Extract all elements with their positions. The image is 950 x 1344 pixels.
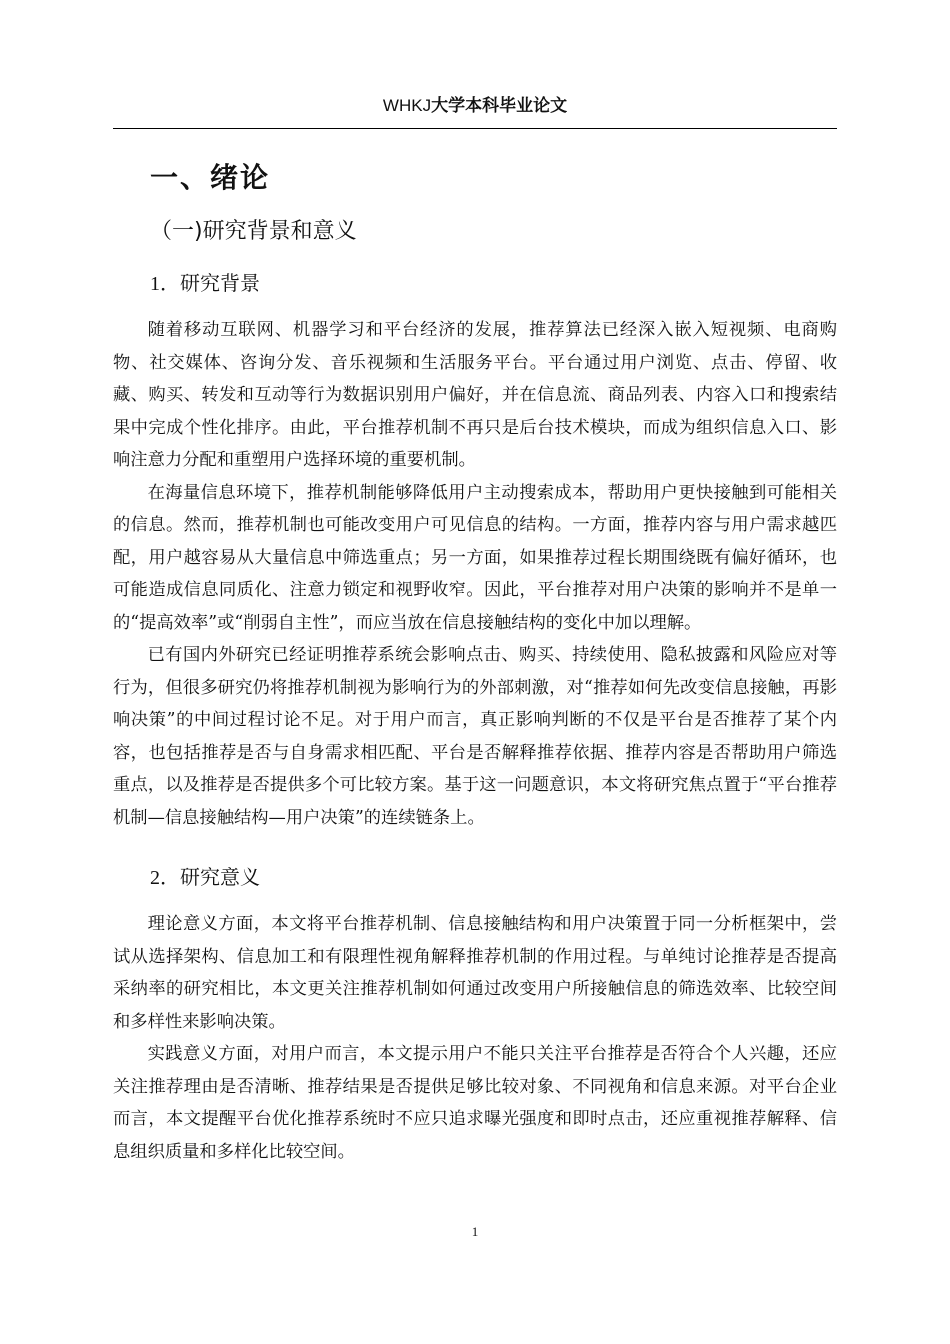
subsection-title: 研究意义: [180, 865, 260, 889]
body-paragraph: 随着移动互联网、机器学习和平台经济的发展，推荐算法已经深入嵌入短视频、电商购物、社交媒体、咨询分发、音乐视频和生活服务平台。平台通过用户浏览、点击、停留、收藏、购买、转发和互动等行为数据识别用户偏好，并在信息流、商品列表、内容入口和搜索结果中完成个性化排序。由此，平台推荐机制不再只是后台技术模块，而成为组织信息入口、影响注意力分配和重塑用户选择环境的重要机制。: [113, 320, 837, 470]
header-title: 大学本科毕业论文: [431, 96, 568, 116]
header-school-code: WHKJ: [382, 96, 432, 115]
chapter-title: 一、绪论: [150, 161, 271, 194]
subsection-body-background: [113, 314, 837, 834]
subsection-title: 研究背景: [180, 271, 260, 295]
body-paragraph: 实践意义方面，对用户而言，本文提示用户不能只关注平台推荐是否符合个人兴趣，还应关注推荐理由是否清晰、推荐结果是否提供足够比较对象、不同视角和信息来源。对平台企业而言，本文提醒平台优化推荐系统时不应只追求曝光强度和即时点击，还应重视推荐解释、信息组织质量和多样化比较空间。: [113, 1044, 837, 1162]
section-title: （一)研究背景和意义: [150, 219, 357, 244]
header-rule: [113, 128, 837, 129]
page-number: 1: [471, 1224, 479, 1239]
subsection-heading-significance: [150, 862, 260, 893]
body-paragraph: 在海量信息环境下，推荐机制能够降低用户主动搜索成本，帮助用户更快接触到可能相关的信息。然而，推荐机制也可能改变用户可见信息的结构。一方面，推荐内容与用户需求越匹配，用户越容易从大量信息中筛选重点；另一方面，如果推荐过程长期围绕既有偏好循环，也可能造成信息同质化、注意力锁定和视野收窄。因此，平台推荐对用户决策的影响并不是单一的“提高效率”或“削弱自主性”，而应当放在信息接触结构的变化中加以理解。: [113, 482, 837, 633]
body-paragraph: 已有国内外研究已经证明推荐系统会影响点击、购买、持续使用、隐私披露和风险应对等行为，但很多研究仍将推荐机制视为影响行为的外部刺激，对“推荐如何先改变信息接触，再影响决策”的中间过程讨论不足。对于用户而言，真正影响判断的不仅是平台是否推荐了某个内容，也包括推荐是否与自身需求相匹配、平台是否解释推荐依据、推荐内容是否帮助用户筛选重点，以及推荐是否提供多个可比较方案。基于这一问题意识，本文将研究焦点置于“平台推荐机制—信息接触结构—用户决策”的连续链条上。: [113, 645, 837, 828]
subsection-body-significance: [113, 908, 837, 1168]
subsection-number: 1．: [150, 273, 180, 295]
subsection-heading-background: [150, 268, 260, 299]
page-header: [0, 94, 950, 118]
body-paragraph: 理论意义方面，本文将平台推荐机制、信息接触结构和用户决策置于同一分析框架中，尝试从选择架构、信息加工和有限理性视角解释推荐机制的作用过程。与单纯讨论推荐是否提高采纳率的研究相比，本文更关注推荐机制如何通过改变用户所接触信息的筛选效率、比较空间和多样性来影响决策。: [113, 914, 837, 1032]
subsection-number: 2．: [150, 867, 180, 889]
